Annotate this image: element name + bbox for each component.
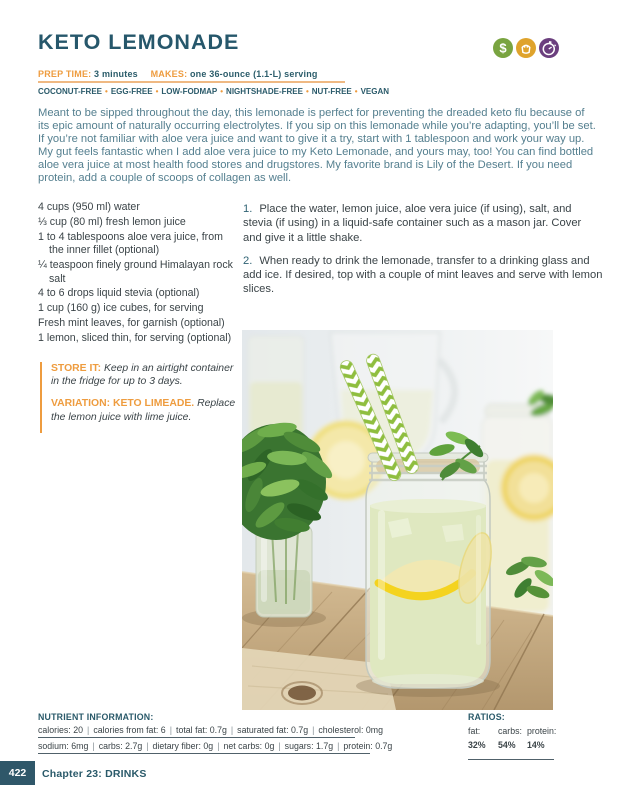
- purse-icon: [516, 38, 536, 58]
- separator: |: [278, 741, 281, 751]
- nutrition-label: sodium:: [38, 741, 69, 751]
- step-text: When ready to drink the lemonade, transfer to a drinking glass and add ice. If desired, top with a couple of mint leaves and serve with lemon slices.: [243, 254, 603, 296]
- portable-badge: [516, 38, 536, 58]
- ingredient: 4 cups (950 ml) water: [38, 201, 140, 213]
- separator: |: [169, 725, 172, 735]
- page-title: KETO LEMONADE: [38, 30, 240, 54]
- separator: |: [146, 741, 149, 751]
- ratio-labels-row: [468, 726, 557, 736]
- ingredient: 1 lemon, sliced thin, for serving (optional): [38, 332, 232, 345]
- nutrition-value: 6mg: [71, 741, 89, 751]
- recipe-meta: [38, 69, 318, 79]
- makes-value: one 36-ounce (1.1-L) serving: [189, 69, 318, 79]
- separator: |: [217, 741, 220, 751]
- recipe-intro: Meant to be sipped throughout the day, this lemonade is perfect for preventing the dreaded keto flu because of its epic amount of naturally occurring electrolytes. If you sip on this lemonade while you’re adapting, you’ll be set. If you’re not familiar with aloe vera juice and want to give it a try, start with 1 tablespoon and work your way up. My gut feels fantastic when I add aloe vera juice to my Keto Lemonade, and yours may, too! You can find bottled aloe vera juice at most health food stores and drugstores. My favorite brand is Lily of the Desert. If you need protein, add a couple of scoops of collagen as well.: [38, 107, 596, 184]
- ingredient: 4 to 6 drops liquid stevia (optional): [38, 287, 200, 300]
- recipe-photo: [242, 330, 553, 710]
- nutrition-label: protein:: [343, 741, 373, 751]
- nutrition-value: 20: [73, 725, 84, 735]
- nutrition-label: dietary fiber:: [152, 741, 201, 751]
- separator: |: [312, 725, 315, 735]
- ingredient: 1 cup (160 g) ice cubes, for serving: [38, 302, 204, 315]
- variation-text: Replace the lemon juice with lime juice.: [51, 398, 236, 423]
- variation-label: VARIATION: KETO LIMEADE.: [51, 398, 195, 410]
- separator: |: [87, 725, 90, 735]
- svg-text:$: $: [499, 40, 507, 56]
- tag: COCONUT-FREE: [38, 87, 102, 96]
- store-it-label: STORE IT:: [51, 363, 102, 374]
- separator: |: [337, 741, 340, 751]
- nutrition-label: total fat:: [176, 725, 208, 735]
- recipe-badges: [493, 38, 559, 58]
- instruction-step: [243, 202, 603, 245]
- nutrition-value: 2.7g: [125, 741, 143, 751]
- nutrition-label: carbs:: [98, 741, 123, 751]
- nutrition-line-1: [38, 725, 383, 738]
- page-number: 422: [0, 761, 35, 785]
- nutrition-title: NUTRIENT INFORMATION:: [38, 712, 154, 722]
- ratio-value: 54%: [498, 740, 516, 750]
- separator: |: [230, 725, 234, 735]
- nutrition-value: 0.7g: [290, 725, 309, 735]
- recipe-notes: [40, 362, 241, 433]
- nutrition-value: 0.7g: [375, 741, 393, 751]
- mason-jar: [366, 453, 497, 688]
- nutrition-label: cholesterol:: [318, 725, 364, 735]
- budget-badge: [493, 38, 513, 58]
- tag-bullet: •: [305, 87, 309, 96]
- variation-note: [51, 397, 241, 423]
- nutrition-value: 6: [160, 725, 166, 735]
- meta-divider: [38, 81, 345, 83]
- prep-time-label: PREP TIME:: [38, 69, 92, 79]
- step-text: Place the water, lemon juice, aloe vera juice (if using), salt, and stevia (if using) in a liquid-safe container such as a mason jar. Cover and give it a little shake.: [243, 203, 582, 244]
- tag-bullet: •: [354, 87, 358, 96]
- makes-label: MAKES:: [150, 69, 188, 79]
- ratio-label: fat:: [468, 726, 481, 736]
- nutrition-value: 0.7g: [209, 725, 227, 735]
- prep-time-value: 3 minutes: [94, 69, 138, 79]
- quick-badge: [539, 38, 559, 58]
- store-it-text: Keep in an airtight container in the fridge for up to 3 days.: [51, 363, 234, 388]
- store-it-note: [51, 362, 241, 388]
- ingredients-list: [38, 201, 239, 347]
- dietary-tags: [38, 87, 389, 96]
- background-mason-jar: [482, 388, 553, 622]
- ratio-label: carbs:: [498, 726, 522, 736]
- nutrition-info: [38, 712, 393, 757]
- tag: EGG-FREE: [110, 87, 153, 96]
- nutrition-value: 0g: [264, 741, 275, 751]
- ratio-label: protein:: [527, 726, 557, 736]
- step-number: 2.: [243, 254, 253, 267]
- lemonade-photo-illustration: [242, 330, 553, 710]
- ratios-title: RATIOS:: [468, 712, 505, 722]
- ratio-values-row: [468, 740, 554, 750]
- nutrition-value: 0g: [203, 741, 214, 751]
- nutrition-line-2: [38, 741, 393, 754]
- instruction-step: [243, 254, 603, 297]
- tag-bullet: •: [155, 87, 159, 96]
- tag: VEGAN: [360, 87, 390, 96]
- tag: LOW-FODMAP: [161, 87, 218, 96]
- instructions: [243, 202, 603, 306]
- nutrition-label: calories from fat:: [93, 725, 159, 735]
- separator: |: [92, 741, 95, 751]
- nutrition-label: net carbs:: [223, 741, 263, 751]
- wood-knot: [288, 686, 316, 701]
- tag-bullet: •: [220, 87, 224, 96]
- tag-bullet: •: [105, 87, 108, 96]
- chapter-label: Chapter 23: DRINKS: [42, 768, 147, 780]
- tag: NUT-FREE: [311, 87, 352, 96]
- tag: NIGHTSHADE-FREE: [226, 87, 303, 96]
- ingredient: 1 to 4 tablespoons aloe vera juice, from the inner fillet (optional): [38, 230, 223, 257]
- ingredient: Fresh mint leaves, for garnish (optional): [38, 317, 225, 330]
- nutrition-label: sugars:: [284, 741, 314, 751]
- ingredient: ⅓ cup (80 ml) fresh lemon juice: [38, 215, 186, 228]
- nutrition-label: calories:: [38, 725, 71, 735]
- nutrition-label: saturated fat:: [237, 725, 289, 735]
- ratio-value: 14%: [527, 740, 545, 750]
- ingredient: ¼ teaspoon finely ground Himalayan rock salt: [38, 259, 233, 285]
- step-number: 1.: [243, 203, 253, 215]
- nutrition-value: 0mg: [365, 725, 383, 735]
- nutrition-value: 1.7g: [315, 741, 334, 751]
- ratio-value: 32%: [468, 740, 486, 750]
- macro-ratios: [468, 712, 557, 760]
- stopwatch-icon: [539, 38, 559, 58]
- dollar-icon: [493, 38, 513, 58]
